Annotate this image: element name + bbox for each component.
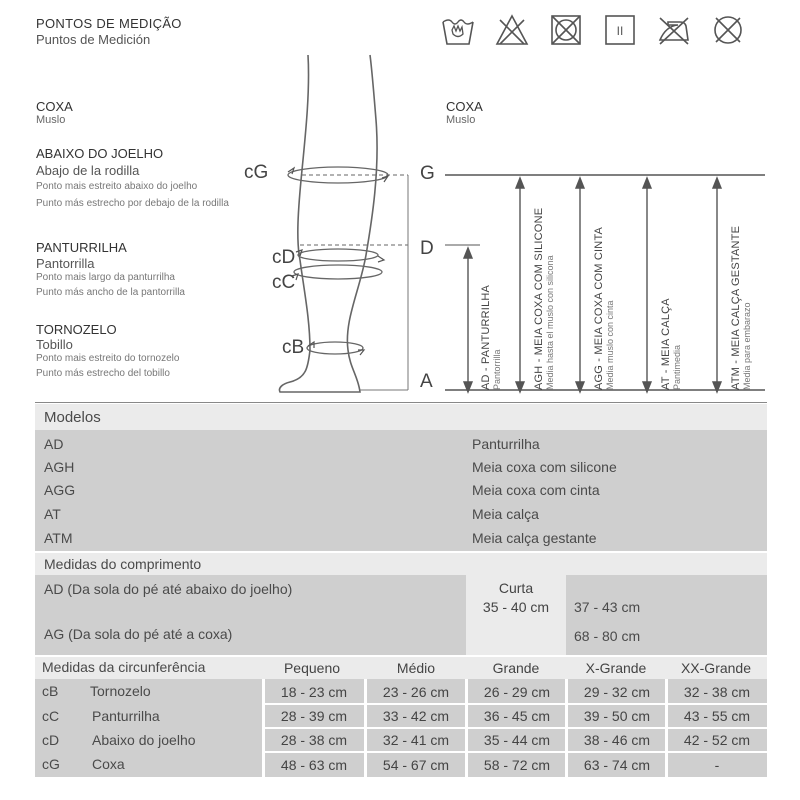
table-cell: 39 - 50 cm (583, 708, 651, 724)
row-name: Tornozelo (90, 683, 151, 699)
comprimento-ad-label: AD (Da sola do pé até abaixo do joelho) (44, 581, 293, 597)
joelho-label-es: Abajo de la rodilla (36, 163, 140, 178)
modelo-code: AGG (44, 482, 76, 498)
arrow-label-at: AT - MEIA CALÇA Pantimedia (660, 298, 682, 390)
table-cell: 28 - 39 cm (280, 708, 348, 724)
tornozelo-label-es: Tobillo (36, 337, 73, 352)
right-coxa-label: COXA (446, 99, 483, 114)
row-name: Abaixo do joelho (92, 732, 196, 748)
row-code: cC (42, 708, 60, 724)
size-x-grande: X-Grande (585, 660, 647, 676)
point-cD: cD (272, 247, 296, 268)
table-cell: 29 - 32 cm (583, 684, 651, 700)
coxa-label: COXA (36, 99, 73, 114)
longa-ad-value: 37 - 43 cm (574, 599, 641, 615)
table-cell: 28 - 38 cm (280, 732, 348, 748)
circunferencia-title: Medidas da circunferência (42, 659, 206, 675)
point-cB: cB (282, 337, 305, 358)
point-cC: cC (272, 272, 296, 293)
modelo-desc: Meia coxa com silicone (472, 459, 617, 475)
point-cG: cG (244, 162, 269, 183)
modelo-code: AD (44, 436, 64, 452)
row-name: Coxa (92, 756, 125, 772)
table-cell: 63 - 74 cm (583, 757, 651, 773)
joelho-label: ABAIXO DO JOELHO (36, 146, 164, 161)
modelos-header (35, 404, 767, 430)
table-cell: 54 - 67 cm (382, 757, 450, 773)
table-cell: 42 - 52 cm (683, 732, 751, 748)
svg-text:II: II (616, 24, 624, 38)
comprimento-title: Medidas do comprimento (44, 556, 202, 572)
modelo-desc: Meia calça (472, 506, 539, 522)
tornozelo-label: TORNOZELO (36, 322, 117, 337)
tornozelo-desc-es: Punto más estrecho del tobillo (36, 368, 170, 379)
modelo-desc: Panturrilha (472, 436, 540, 452)
table-cell: 43 - 55 cm (683, 708, 751, 724)
level-D: D (420, 238, 434, 259)
table-cell: 32 - 38 cm (683, 684, 751, 700)
modelo-desc: Meia calça gestante (472, 530, 597, 546)
comprimento-ag-label: AG (Da sola do pé até a coxa) (44, 626, 233, 642)
curta-label: Curta (498, 580, 534, 596)
table-cell: 26 - 29 cm (483, 684, 551, 700)
joelho-desc-es: Punto más estrecho por debajo de la rodilla (36, 198, 229, 209)
table-cell: 58 - 72 cm (483, 757, 551, 773)
no-tumble-dry-icon (548, 12, 584, 48)
table-cell: 38 - 46 cm (583, 732, 651, 748)
tornozelo-desc-pt: Ponto mais estreito do tornozelo (36, 353, 180, 364)
size-grande: Grande (492, 660, 540, 676)
level-G: G (420, 163, 435, 184)
hand-wash-icon (440, 12, 476, 48)
size-xx-grande: XX-Grande (680, 660, 752, 676)
panturrilha-label: PANTURRILHA (36, 240, 127, 255)
arrow-label-agh: AGH - MEIA COXA COM SILICONE Media hasta el muslo con silicona (533, 207, 555, 390)
arrow-label-atm: ATM - MEIA CALÇA GESTANTE Media para embarazo (730, 225, 752, 390)
table-cell: 33 - 42 cm (382, 708, 450, 724)
modelo-code: AT (44, 506, 61, 522)
right-coxa-label-es: Muslo (446, 114, 476, 126)
row-code: cG (42, 756, 60, 772)
measurement-points-subtitle: Puntos de Medición (36, 32, 151, 47)
measurement-points-title: PONTOS DE MEDIÇÃO (36, 16, 182, 31)
coxa-label-es: Muslo (36, 114, 66, 126)
no-iron-icon (656, 12, 692, 48)
panturrilha-label-es: Pantorrilla (36, 256, 95, 271)
modelo-code: ATM (44, 530, 73, 546)
table-cell: 48 - 63 cm (280, 757, 348, 773)
row-name: Panturrilha (92, 708, 160, 724)
curta-ad-value: 35 - 40 cm (482, 599, 550, 615)
arrow-label-agg: AGG - MEIA COXA COM CINTA Media muslo con cinta (593, 226, 615, 390)
leg-diagram (230, 50, 450, 400)
table-cell: 18 - 23 cm (280, 684, 348, 700)
size-medio: Médio (396, 660, 436, 676)
no-dry-clean-icon (710, 12, 746, 48)
table-cell: 35 - 44 cm (483, 732, 551, 748)
joelho-desc-pt: Ponto mais estreito abaixo do joelho (36, 181, 198, 192)
table-cell: - (714, 757, 720, 773)
modelo-code: AGH (44, 459, 75, 475)
table-cell: 36 - 45 cm (483, 708, 551, 724)
size-pequeno: Pequeno (283, 660, 341, 676)
row-code: cB (42, 683, 59, 699)
panturrilha-desc-es: Punto más ancho de la pantorrilla (36, 287, 185, 298)
modelos-title: Modelos (44, 409, 101, 426)
longa-ag-value: 68 - 80 cm (574, 628, 641, 644)
table-cell: 32 - 41 cm (382, 732, 450, 748)
no-bleach-icon (494, 12, 530, 48)
arrow-label-ad: AD - PANTURRILHA Pantorrilla (480, 284, 502, 390)
modelos-table (35, 430, 767, 551)
level-A: A (420, 371, 433, 392)
row-code: cD (42, 732, 60, 748)
table-cell: 23 - 26 cm (382, 684, 450, 700)
dry-flat-icon (602, 12, 638, 48)
modelo-desc: Meia coxa com cinta (472, 482, 600, 498)
panturrilha-desc-pt: Ponto mais largo da panturrilha (36, 272, 175, 283)
